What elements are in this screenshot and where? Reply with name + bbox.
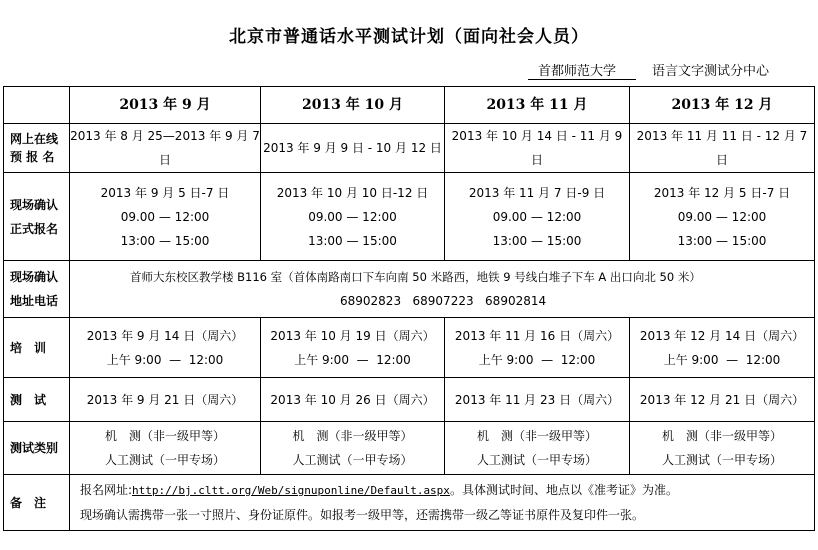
onsite-afternoon: 13:00 — 15:00	[308, 233, 397, 248]
test-row	[4, 378, 815, 422]
onsite-morning: 09.00 — 12:00	[677, 209, 767, 224]
row-label-test: 测 试	[4, 378, 70, 422]
training-time: 上午 9:00 — 12:00	[106, 352, 224, 367]
row-label-line: 现场确认	[10, 197, 59, 212]
online-row	[4, 124, 815, 173]
training-time: 上午 9:00 — 12:00	[294, 352, 411, 367]
row-label-onsite	[4, 173, 70, 261]
address-cell	[70, 261, 815, 318]
category-machine: 机 测（非一级甲等）	[476, 429, 597, 443]
row-label-notes: 备 注	[4, 475, 70, 531]
row-label-online	[4, 124, 70, 173]
notes-line-2: 现场确认需携带一张一寸照片、身份证原件。如报考一级甲等，还需携带一级乙等证书原件及复印件一张。	[80, 508, 645, 522]
test-cell: 2013 年 9 月 21 日（周六）	[70, 378, 261, 422]
training-date: 2013 年 12 月 14 日（周六）	[639, 328, 805, 343]
row-label-line: 地址电话	[10, 294, 59, 308]
category-manual: 人工测试（一甲专场）	[476, 453, 597, 467]
online-cell: 2013 年 11 月 11 日 - 12 月 7 日	[630, 124, 815, 173]
category-manual: 人工测试（一甲专场）	[104, 453, 225, 467]
onsite-morning: 09.00 — 12:00	[120, 209, 210, 224]
training-cell	[261, 318, 445, 378]
onsite-morning: 09.00 — 12:00	[492, 209, 582, 224]
training-row	[4, 318, 815, 378]
training-date: 2013 年 10 月 19 日（周六）	[270, 328, 435, 343]
onsite-date: 2013 年 10 月 10 日-12 日	[276, 185, 429, 200]
training-cell	[70, 318, 261, 378]
onsite-row	[4, 173, 815, 261]
organizer-university: 首都师范大学	[528, 60, 636, 80]
category-row	[4, 422, 815, 475]
online-cell: 2013 年 10 月 14 日 - 11 月 9 日	[445, 124, 630, 173]
onsite-cell	[445, 173, 630, 261]
onsite-cell	[261, 173, 445, 261]
header-row	[4, 87, 815, 124]
category-machine: 机 测（非一级甲等）	[104, 429, 225, 443]
row-label-line: 网上在线	[10, 132, 59, 146]
month-header: 2013 年 10 月	[261, 87, 445, 124]
onsite-date: 2013 年 11 月 7 日-9 日	[468, 185, 606, 200]
page-title: 北京市普通话水平测试计划（面向社会人员）	[229, 27, 589, 47]
month-header: 2013 年 12 月	[630, 87, 815, 124]
month-header: 2013 年 9 月	[70, 87, 261, 124]
onsite-cell	[70, 173, 261, 261]
address-text: 首师大东校区教学楼 B116 室（首体南路南口下车向南 50 米路西，地铁 9 号线白堆子下车 A 出口向北 50 米）	[130, 270, 701, 284]
category-manual: 人工测试（一甲专场）	[661, 453, 782, 467]
online-cell: 2013 年 8 月 25—2013 年 9 月 7 日	[70, 124, 261, 173]
onsite-date: 2013 年 9 月 5 日-7 日	[100, 185, 230, 200]
row-label-category: 测试类别	[4, 422, 70, 475]
row-label-line: 预 报 名	[10, 150, 55, 164]
notes-url-suffix: 。具体测试时间、地点以《准考证》为准。	[449, 483, 678, 497]
row-label-address	[4, 261, 70, 318]
onsite-morning: 09.00 — 12:00	[308, 209, 397, 224]
category-cell	[70, 422, 261, 475]
schedule-table	[3, 86, 815, 531]
organizer	[528, 60, 769, 80]
row-label-line: 正式报名	[10, 221, 59, 236]
category-machine: 机 测（非一级甲等）	[661, 429, 782, 443]
test-cell: 2013 年 12 月 21 日（周六）	[630, 378, 815, 422]
address-row	[4, 261, 815, 318]
training-time: 上午 9:00 — 12:00	[478, 352, 596, 367]
category-cell	[445, 422, 630, 475]
online-cell: 2013 年 9 月 9 日 - 10 月 12 日	[261, 124, 445, 173]
header-corner	[4, 87, 70, 124]
onsite-date: 2013 年 12 月 5 日-7 日	[653, 185, 791, 200]
row-label-training: 培 训	[4, 318, 70, 378]
row-label-line: 现场确认	[10, 270, 59, 284]
organizer-center: 语言文字测试分中心	[652, 64, 770, 79]
training-date: 2013 年 9 月 14 日（周六）	[86, 328, 244, 343]
onsite-afternoon: 13:00 — 15:00	[677, 233, 767, 248]
phone-numbers: 68902823 68907223 68902814	[340, 294, 547, 308]
training-cell	[445, 318, 630, 378]
training-date: 2013 年 11 月 16 日（周六）	[454, 328, 620, 343]
month-header: 2013 年 11 月	[445, 87, 630, 124]
notes-cell	[70, 475, 815, 531]
category-manual: 人工测试（一甲专场）	[292, 453, 413, 467]
test-cell: 2013 年 10 月 26 日（周六）	[261, 378, 445, 422]
training-cell	[630, 318, 815, 378]
category-machine: 机 测（非一级甲等）	[292, 429, 413, 443]
notes-line-1	[80, 478, 814, 503]
notes-url-prefix: 报名网址:	[80, 483, 133, 497]
onsite-afternoon: 13:00 — 15:00	[120, 233, 210, 248]
test-cell: 2013 年 11 月 23 日（周六）	[445, 378, 630, 422]
onsite-cell	[630, 173, 815, 261]
onsite-afternoon: 13:00 — 15:00	[492, 233, 582, 248]
training-time: 上午 9:00 — 12:00	[663, 352, 781, 367]
signup-url-link[interactable]: http://bj.cltt.org/Web/signuponline/Default.aspx	[132, 484, 450, 497]
category-cell	[261, 422, 445, 475]
notes-row	[4, 475, 815, 531]
category-cell	[630, 422, 815, 475]
